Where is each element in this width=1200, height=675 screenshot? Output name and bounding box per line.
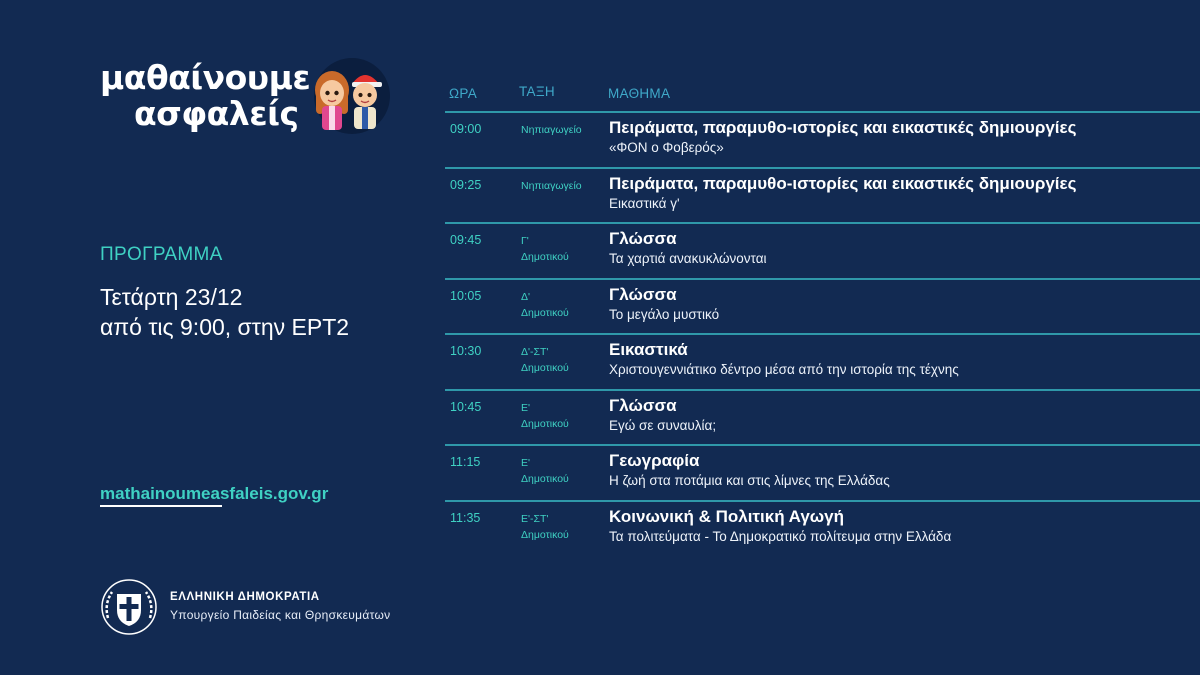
row-grade [521, 511, 569, 543]
row-grade-line-2: Δημοτικού [521, 418, 569, 430]
table-row [445, 223, 1200, 279]
row-lesson-title: Εγώ σε συναυλία; [609, 418, 717, 433]
row-grade-line-2: Δημοτικού [521, 307, 569, 319]
row-grade-line-2: Δημοτικού [521, 251, 569, 263]
header-lesson: ΜΑΘΗΜΑ [608, 86, 671, 101]
row-grade [521, 344, 569, 376]
table-row [445, 334, 1200, 390]
row-time: 10:05 [450, 289, 482, 303]
logo-line-2: ασφαλείς [134, 94, 299, 133]
kids-illustration [302, 58, 394, 136]
row-grade-line-1: Ε' [521, 402, 531, 414]
row-subject: Γλώσσα [609, 285, 677, 304]
table-row [445, 112, 1200, 168]
row-grade [521, 178, 582, 194]
row-lesson-title: Η ζωή στα ποτάμια και στις λίμνες της Ελλάδας [609, 473, 890, 488]
row-grade-line-1: Δ' [521, 291, 531, 303]
row-subject: Γλώσσα [609, 229, 677, 248]
table-row [445, 501, 1200, 557]
info-panel [0, 0, 445, 675]
table-row [445, 168, 1200, 224]
header-grade: ΤΑΞΗ [519, 84, 555, 99]
row-grade-line-2: Δημοτικού [521, 362, 569, 374]
row-lesson-title: «ΦΟΝ ο Φοβερός» [609, 140, 724, 155]
row-time: 09:45 [450, 233, 482, 247]
row-time: 09:25 [450, 178, 482, 192]
program-date-line-1: Τετάρτη 23/12 [100, 284, 243, 310]
program-date [100, 282, 349, 342]
table-row [445, 279, 1200, 335]
row-grade [521, 122, 582, 138]
row-grade-line-1: Νηπιαγωγείο [521, 124, 582, 136]
header-time: ΩΡΑ [449, 86, 477, 101]
row-grade-line-2: Δημοτικού [521, 529, 569, 541]
schedule-table [445, 0, 1200, 675]
row-time: 09:00 [450, 122, 482, 136]
row-grade-line-2: Δημοτικού [521, 473, 569, 485]
row-grade-line-1: Ε' [521, 457, 531, 469]
website-link[interactable]: mathainoumeasfaleis.gov.gr [100, 484, 329, 503]
table-row [445, 390, 1200, 446]
row-subject: Γεωγραφία [609, 451, 700, 470]
row-time: 10:45 [450, 400, 482, 414]
row-lesson-title: Τα χαρτιά ανακυκλώνονται [609, 251, 767, 266]
row-time: 11:35 [450, 511, 481, 525]
campaign-logo [100, 60, 400, 140]
row-subject: Κοινωνική & Πολιτική Αγωγή [609, 507, 844, 526]
program-date-line-2: από τις 9:00, στην ΕΡΤ2 [100, 314, 350, 340]
row-lesson-title: Χριστουγεννιάτικο δέντρο μέσα από την ιστορία της τέχνης [609, 362, 959, 377]
row-grade-line-1: Γ' [521, 235, 529, 247]
row-subject: Εικαστικά [609, 340, 688, 359]
row-lesson-title: Τα πολιτεύματα - Το Δημοκρατικό πολίτευμα στην Ελλάδα [609, 529, 952, 544]
row-subject: Πειράματα, παραμυθο-ιστορίες και εικαστικές δημιουργίες [609, 174, 1077, 193]
logo-line-1: μαθαίνουμε [100, 58, 311, 97]
logo-text [100, 60, 310, 132]
row-time: 11:15 [450, 455, 481, 469]
government-title: ΕΛΛΗΝΙΚΗ ΔΗΜΟΚΡΑΤΙΑ [170, 591, 320, 603]
row-grade-line-1: Νηπιαγωγείο [521, 180, 582, 192]
row-grade-line-1: Δ'-ΣΤ' [521, 346, 549, 358]
row-lesson-title: Εικαστικά γ' [609, 196, 680, 211]
row-lesson-title: Το μεγάλο μυστικό [609, 307, 720, 322]
row-time: 10:30 [450, 344, 482, 358]
table-row [445, 445, 1200, 501]
row-grade [521, 400, 569, 432]
row-subject: Γλώσσα [609, 396, 677, 415]
website-underline [100, 505, 222, 507]
row-subject: Πειράματα, παραμυθο-ιστορίες και εικαστικές δημιουργίες [609, 118, 1077, 137]
row-grade [521, 233, 569, 265]
row-grade-line-1: Ε'-ΣΤ' [521, 513, 549, 525]
program-title: ΠΡΟΓΡΑΜΜΑ [100, 244, 223, 265]
greek-emblem-icon [100, 578, 158, 636]
ministry-name: Υπουργείο Παιδείας και Θρησκευμάτων [170, 608, 391, 622]
row-grade [521, 289, 569, 321]
row-grade [521, 455, 569, 487]
